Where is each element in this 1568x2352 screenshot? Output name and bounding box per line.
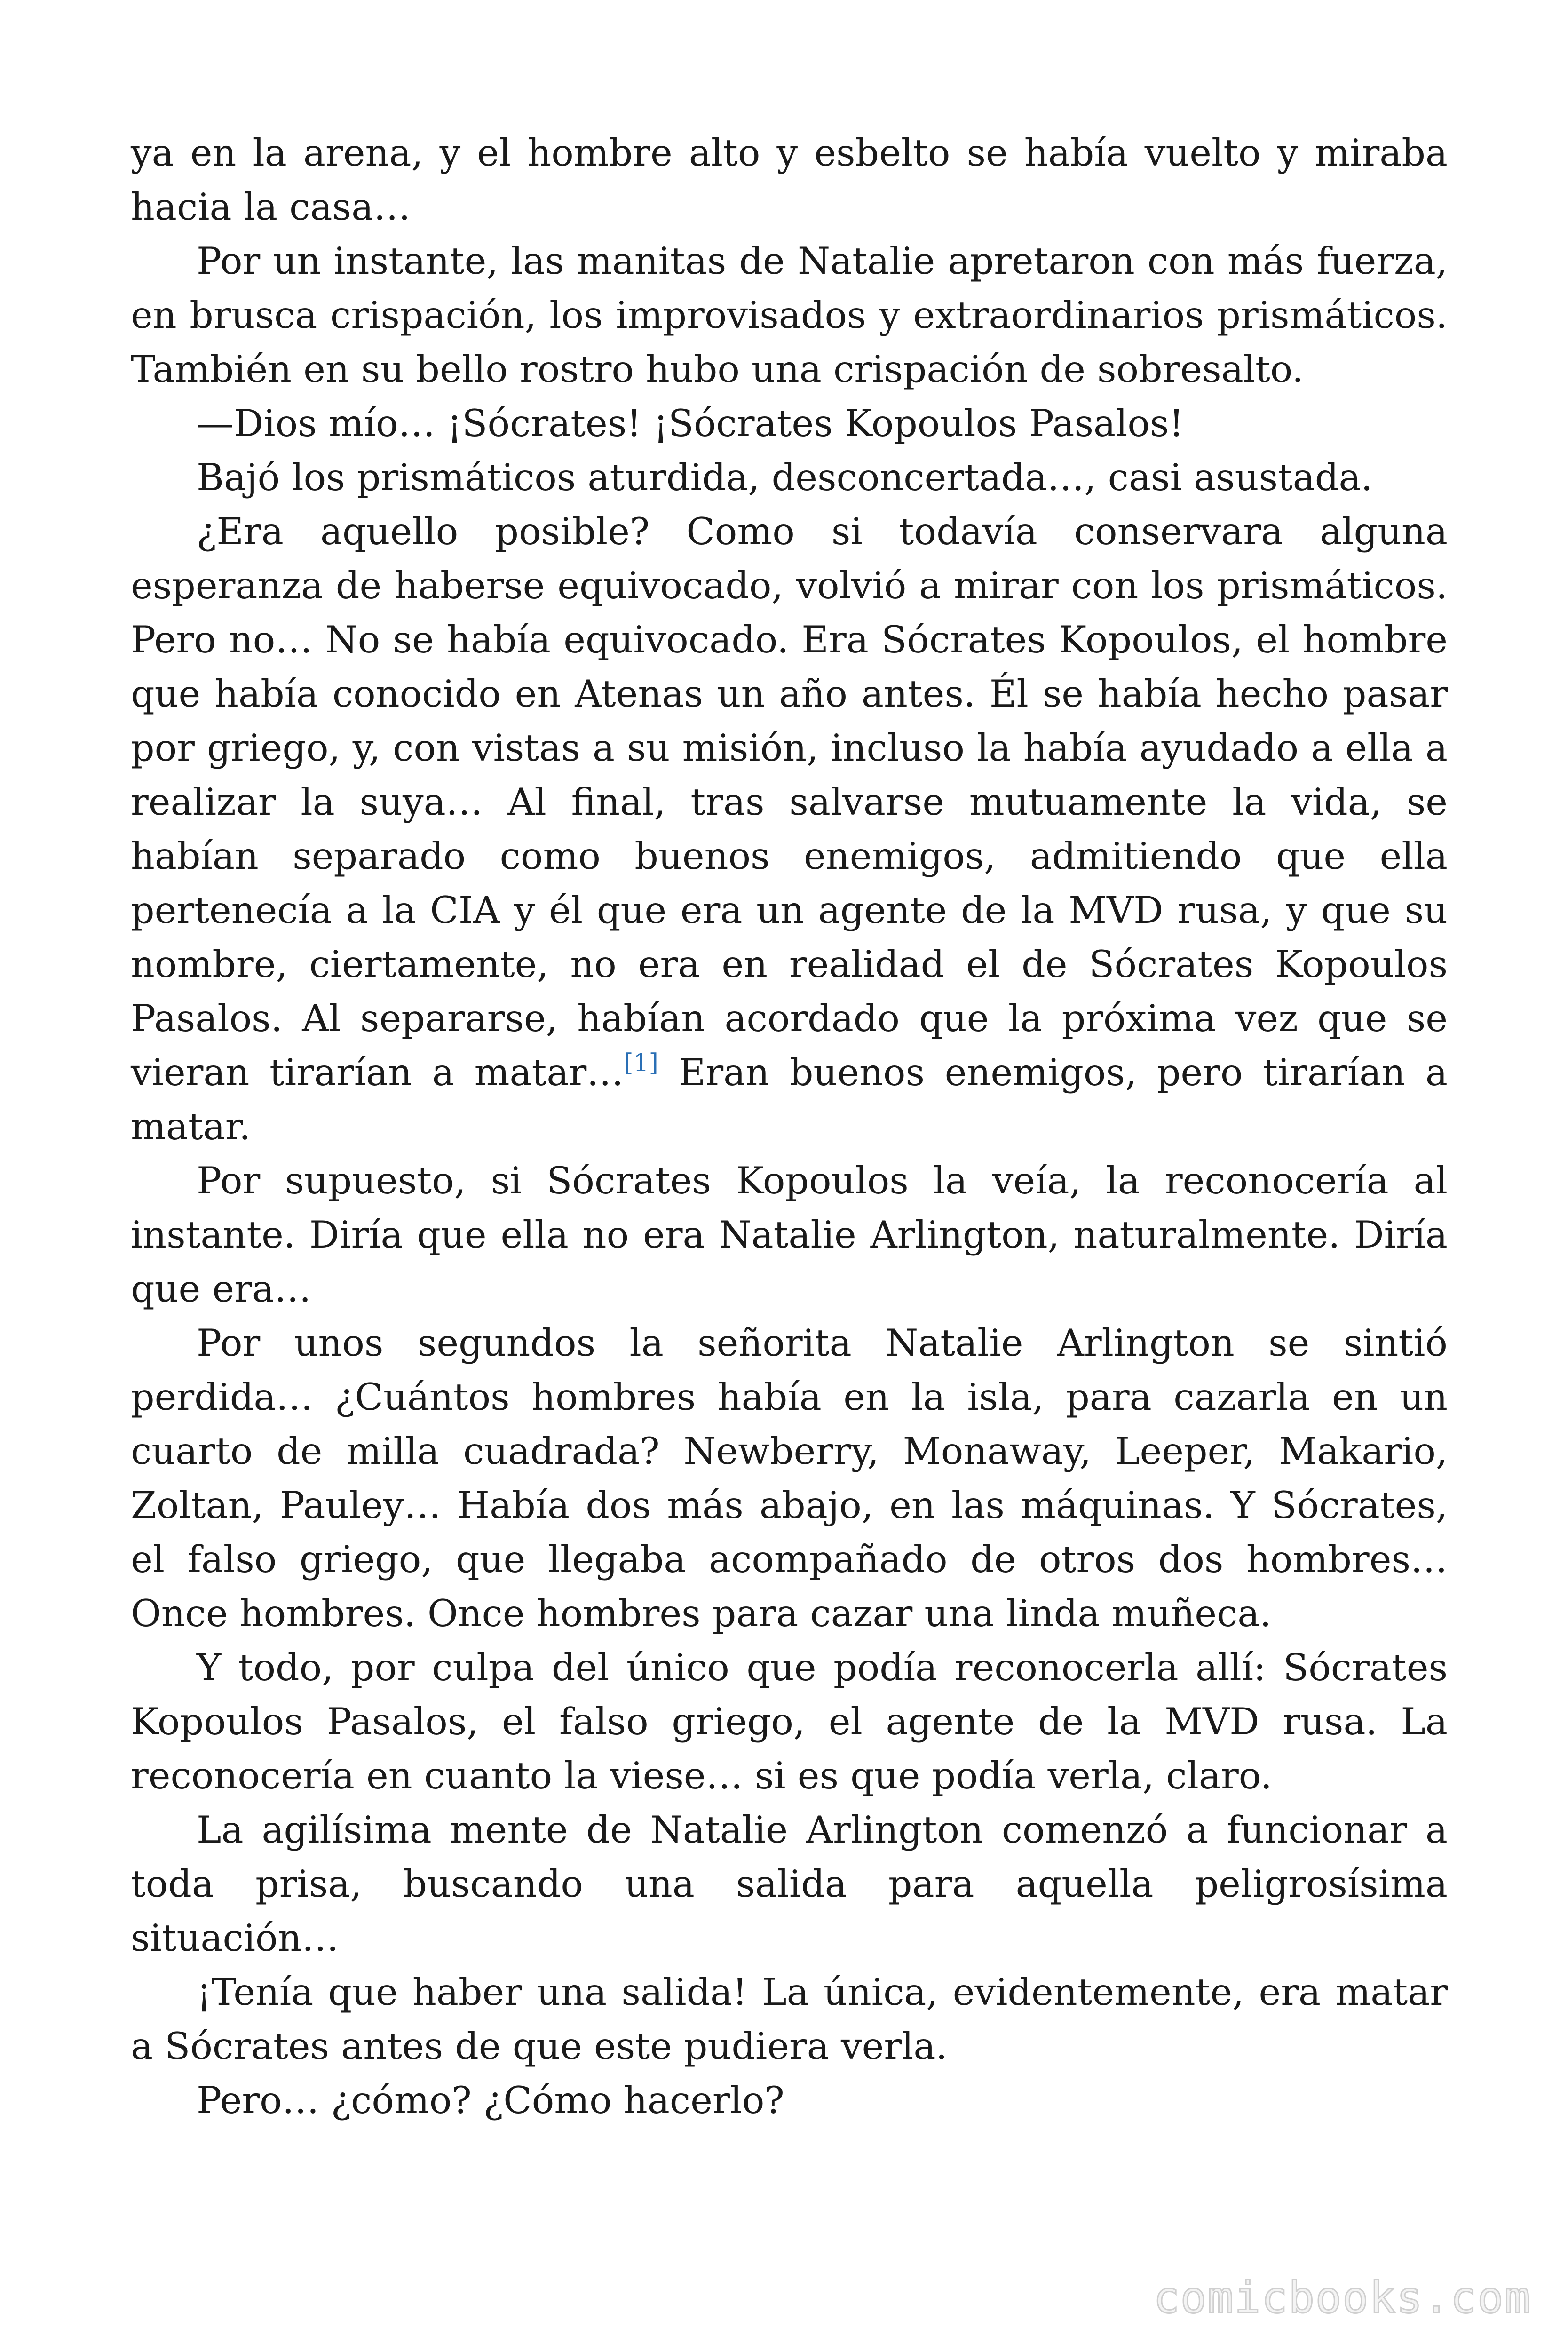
paragraph: Pero… ¿cómo? ¿Cómo hacerlo? xyxy=(197,2079,784,2122)
paragraph: Bajó los prismáticos aturdida, desconcertada…, casi asustada. xyxy=(197,456,1373,499)
paragraph: —Dios mío… ¡Sócrates! ¡Sócrates Kopoulos Pasalos! xyxy=(197,402,1184,445)
paragraph-text: Eran buenos enemigos, pero tirarían a matar. xyxy=(131,1051,1448,1148)
paragraph-text: ¿Era aquello posible? Como si todavía conservara alguna esperanza de haberse equivocado, volvió a mirar con los prismáticos. Pero no… No se había equivocado. Era Sócrates Kopoulos, el hombre que había conocido en Atenas un año antes. Él se había hecho pasar por griego, y, con vistas a su misión, incluso la había ayudado a ella a realizar la suya… Al final, tras salvarse mutuamente la vida, se habían separado como buenos enemigos, admitiendo que ella pertenecía a la CIA y él que era un agente de la MVD rusa, y que su nombre, ciertamente, no era en realidad el de Sócrates Kopoulos Pasalos. Al separarse, habían acordado que la próxima vez que se vieran tirarían a matar… xyxy=(131,510,1448,1094)
paragraph: La agilísima mente de Natalie Arlington comenzó a funcionar a toda prisa, buscando una salida para aquella peligrosísima situación… xyxy=(131,1808,1448,1960)
paragraph: Por supuesto, si Sócrates Kopoulos la veía, la reconocería al instante. Diría que ella no era Natalie Arlington, naturalmente. Diría que era… xyxy=(131,1159,1448,1311)
paragraph: Por un instante, las manitas de Natalie apretaron con más fuerza, en brusca crispación, los improvisados y extraordinarios prismáticos. También en su bello rostro hubo una crispación de sobresalto. xyxy=(131,239,1448,391)
paragraph: Por unos segundos la señorita Natalie Arlington se sintió perdida… ¿Cuántos hombres había en la isla, para cazarla en un cuarto de milla cuadrada? Newberry, Monaway, Leeper, Makario, Zoltan, Pauley… Había dos más abajo, en las máquinas. Y Sócrates, el falso griego, que llegaba acompañado de otros dos hombres… Once hombres. Once hombres para cazar una linda muñeca. xyxy=(131,1321,1448,1635)
paragraph xyxy=(131,505,1448,1154)
watermark: comicbooks.com xyxy=(1153,2273,1531,2323)
page-text xyxy=(131,126,1448,2128)
paragraph: ¡Tenía que haber una salida! La única, evidentemente, era matar a Sócrates antes de que este pudiera verla. xyxy=(131,1971,1448,2068)
paragraph: Y todo, por culpa del único que podía reconocerla allí: Sócrates Kopoulos Pasalos, el falso griego, el agente de la MVD rusa. La reconocería en cuanto la viese… si es que podía verla, claro. xyxy=(131,1646,1448,1797)
paragraph: ya en la arena, y el hombre alto y esbelto se había vuelto y miraba hacia la casa… xyxy=(131,131,1448,229)
footnote-link[interactable]: [1] xyxy=(624,1049,658,1077)
